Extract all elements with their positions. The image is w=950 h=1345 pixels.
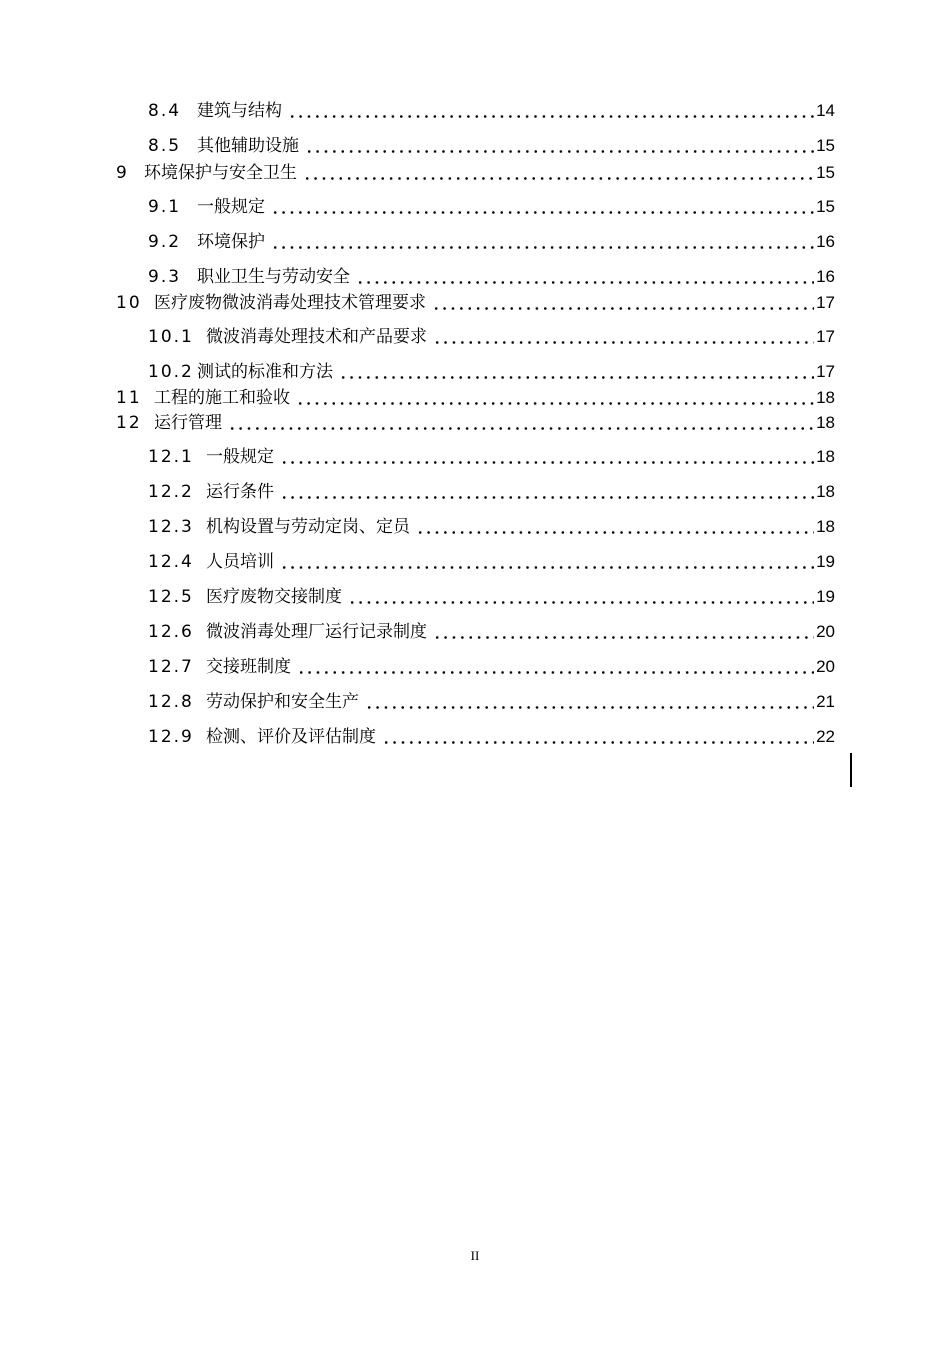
toc-entry-12-1[interactable] [148, 444, 835, 468]
toc-number: 9.2 [148, 232, 182, 252]
toc-page-number: 14 [816, 101, 835, 120]
toc-number: 12.3 [148, 517, 194, 537]
dot-leader [365, 706, 814, 709]
toc-title: 人员培训 [206, 552, 274, 572]
toc-number: 12.7 [148, 657, 194, 677]
toc-page-number: 20 [816, 622, 835, 641]
toc-title: 一般规定 [197, 197, 265, 217]
toc-title: 劳动保护和安全生产 [206, 692, 359, 712]
toc-entry-12[interactable] [116, 410, 835, 434]
dot-leader [271, 246, 814, 249]
toc-number: 12 [116, 413, 142, 433]
toc-title: 一般规定 [206, 447, 274, 467]
toc-entry-10[interactable] [116, 290, 835, 314]
toc-title: 机构设置与劳动定岗、定员 [206, 517, 410, 537]
dot-leader [280, 461, 814, 464]
toc-title: 运行条件 [206, 482, 274, 502]
toc-entry-10-2[interactable] [148, 359, 835, 383]
toc-entry-12-4[interactable] [148, 549, 835, 573]
dot-leader [303, 177, 814, 180]
toc-page-number: 16 [816, 232, 835, 251]
toc-entry-8-4[interactable] [148, 98, 835, 122]
dot-leader [356, 281, 814, 284]
dot-leader [416, 531, 814, 534]
toc-number: 12.6 [148, 622, 194, 642]
toc-page-number: 20 [816, 657, 835, 676]
toc-title: 运行管理 [154, 413, 222, 433]
toc-entry-9-3[interactable] [148, 264, 835, 288]
dot-leader [280, 566, 814, 569]
toc-page-number: 18 [816, 517, 835, 536]
toc-number: 12.5 [148, 587, 194, 607]
toc-title: 其他辅助设施 [197, 136, 299, 156]
dot-leader [296, 402, 814, 405]
toc-entry-12-9[interactable] [148, 724, 835, 748]
toc-page-number: 15 [816, 197, 835, 216]
toc-page-number: 18 [816, 388, 835, 407]
toc-number: 10 [116, 293, 142, 313]
dot-leader [305, 150, 814, 153]
toc-entry-11[interactable] [116, 385, 835, 409]
toc-number: 12.8 [148, 692, 194, 712]
dot-leader [432, 307, 814, 310]
toc-number: 8.4 [148, 101, 182, 121]
toc-title: 医疗废物交接制度 [206, 587, 342, 607]
toc-title: 微波消毒处理厂运行记录制度 [206, 622, 427, 642]
toc-title: 医疗废物微波消毒处理技术管理要求 [154, 293, 426, 313]
toc-number: 9 [116, 163, 129, 183]
toc-page-number: 22 [816, 727, 835, 746]
toc-title: 环境保护与安全卫生 [144, 163, 297, 183]
toc-page-number: 18 [816, 413, 835, 432]
toc-entry-8-5[interactable] [148, 133, 835, 157]
toc-page-number: 17 [816, 293, 835, 312]
toc-title: 建筑与结构 [197, 101, 282, 121]
toc-entry-10-1[interactable] [148, 324, 835, 348]
toc-number: 9.3 [148, 267, 182, 287]
dot-leader [433, 341, 814, 344]
dot-leader [339, 376, 814, 379]
toc-page-number: 21 [816, 692, 835, 711]
toc-number: 12.1 [148, 447, 194, 467]
toc-entry-12-6[interactable] [148, 619, 835, 643]
toc-page-number: 16 [816, 267, 835, 286]
toc-number: 10.2 [148, 362, 194, 382]
toc-entry-12-7[interactable] [148, 654, 835, 678]
dot-leader [288, 115, 814, 118]
toc-number: 12.4 [148, 552, 194, 572]
dot-leader [433, 636, 814, 639]
toc-number: 8.5 [148, 136, 182, 156]
toc-entry-9-1[interactable] [148, 194, 835, 218]
toc-entry-12-3[interactable] [148, 514, 835, 538]
toc-entry-9-2[interactable] [148, 229, 835, 253]
toc-title: 环境保护 [197, 232, 265, 252]
toc-entry-12-5[interactable] [148, 584, 835, 608]
toc-entry-12-8[interactable] [148, 689, 835, 713]
toc-page-number: 19 [816, 552, 835, 571]
toc-title: 测试的标准和方法 [197, 362, 333, 382]
dot-leader [271, 211, 814, 214]
toc-number: 9.1 [148, 197, 182, 217]
toc-page-number: 15 [816, 136, 835, 155]
dot-leader [280, 496, 814, 499]
toc-number: 12.9 [148, 727, 194, 747]
text-cursor [850, 753, 852, 787]
toc-entry-9[interactable] [116, 160, 835, 184]
toc-page-number: 18 [816, 447, 835, 466]
dot-leader [348, 601, 814, 604]
toc-page-number: 15 [816, 163, 835, 182]
toc-number: 11 [116, 388, 142, 408]
toc-title: 职业卫生与劳动安全 [197, 267, 350, 287]
toc-title: 交接班制度 [206, 657, 291, 677]
page-footer-number: II [470, 1248, 480, 1263]
toc-page-number: 17 [816, 362, 835, 381]
toc-title: 检测、评价及评估制度 [206, 727, 376, 747]
toc-title: 微波消毒处理技术和产品要求 [206, 327, 427, 347]
toc-number: 12.2 [148, 482, 194, 502]
toc-entry-12-2[interactable] [148, 479, 835, 503]
toc-page-number: 19 [816, 587, 835, 606]
dot-leader [297, 671, 814, 674]
dot-leader [228, 427, 814, 430]
dot-leader [382, 741, 814, 744]
toc-page-number: 17 [816, 327, 835, 346]
toc-number: 10.1 [148, 327, 194, 347]
toc-title: 工程的施工和验收 [154, 388, 290, 408]
toc-page-number: 18 [816, 482, 835, 501]
